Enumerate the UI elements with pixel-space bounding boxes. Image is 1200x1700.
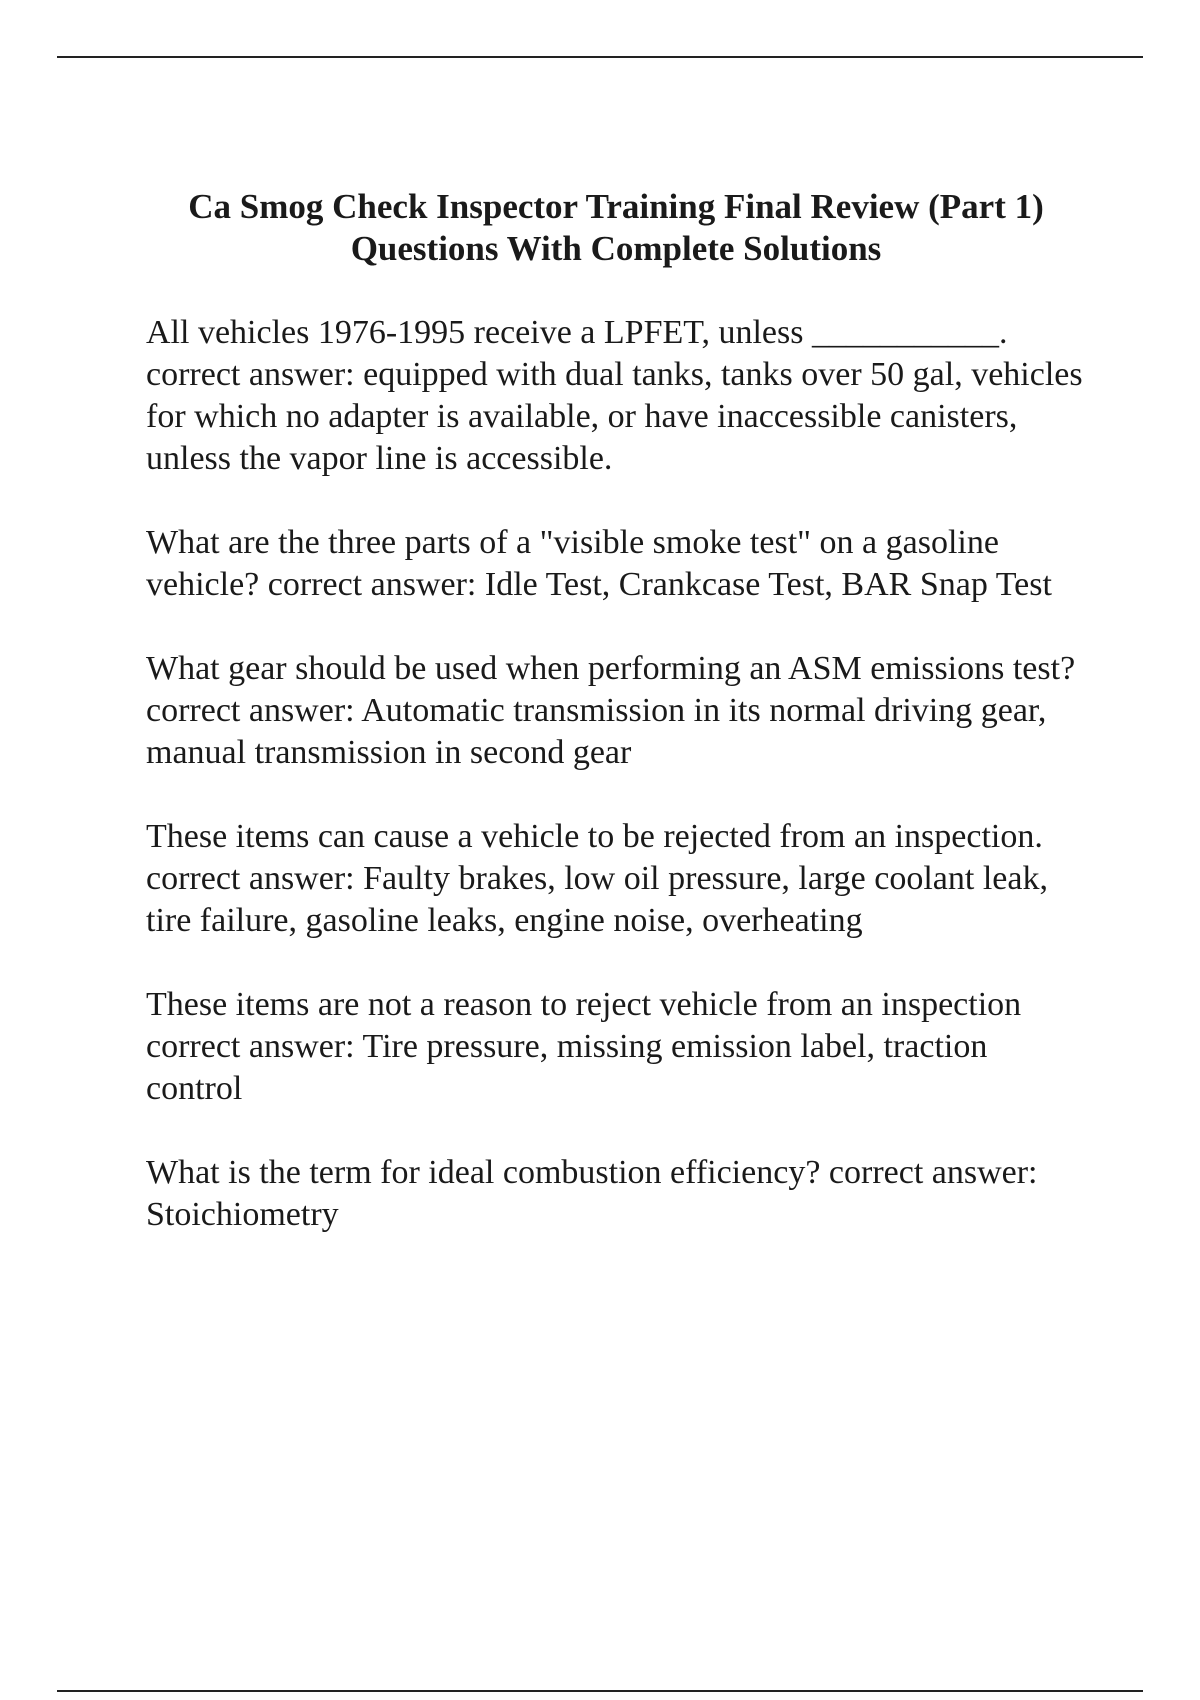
answer-text: Automatic transmission in its normal driving gear, manual transmission in second gear xyxy=(146,692,1047,771)
answer-text: Tire pressure, missing emission label, traction control xyxy=(146,1028,988,1107)
qa-item xyxy=(146,648,1086,774)
answer-label: correct answer: xyxy=(267,566,477,603)
qa-item xyxy=(146,522,1086,606)
question-text: What are the three parts of a "visible smoke test" on a gasoline vehicle? xyxy=(146,524,999,603)
answer-label: correct answer: xyxy=(146,1028,355,1065)
answer-text: Idle Test, Crankcase Test, BAR Snap Test xyxy=(484,566,1052,603)
top-divider xyxy=(57,56,1143,58)
question-text: These items can cause a vehicle to be rejected from an inspection. xyxy=(146,818,1043,855)
qa-item xyxy=(146,984,1086,1110)
question-text: These items are not a reason to reject vehicle from an inspection xyxy=(146,986,1022,1023)
question-text: What is the term for ideal combustion efficiency? xyxy=(146,1154,821,1191)
document-title: Ca Smog Check Inspector Training Final Review (Part 1) Questions With Complete Solutions xyxy=(188,187,1044,268)
bottom-divider xyxy=(57,1690,1143,1692)
answer-text: equipped with dual tanks, tanks over 50 gal, vehicles for which no adapter is available, or have inaccessible canisters, unless the vapor line is accessible. xyxy=(146,356,1083,477)
answer-label: correct answer: xyxy=(828,1154,1038,1191)
answer-label: correct answer: xyxy=(146,692,355,729)
qa-item xyxy=(146,1152,1086,1236)
document-body xyxy=(146,186,1086,1278)
answer-label: correct answer: xyxy=(146,356,355,393)
answer-label: correct answer: xyxy=(146,860,355,897)
answer-text: Stoichiometry xyxy=(146,1196,339,1233)
qa-item xyxy=(146,816,1086,942)
answer-text: Faulty brakes, low oil pressure, large coolant leak, tire failure, gasoline leaks, engine noise, overheating xyxy=(146,860,1048,939)
qa-item xyxy=(146,312,1086,480)
question-text: All vehicles 1976-1995 receive a LPFET, unless ___________. xyxy=(146,314,1008,351)
question-text: What gear should be used when performing an ASM emissions test? xyxy=(146,650,1076,687)
